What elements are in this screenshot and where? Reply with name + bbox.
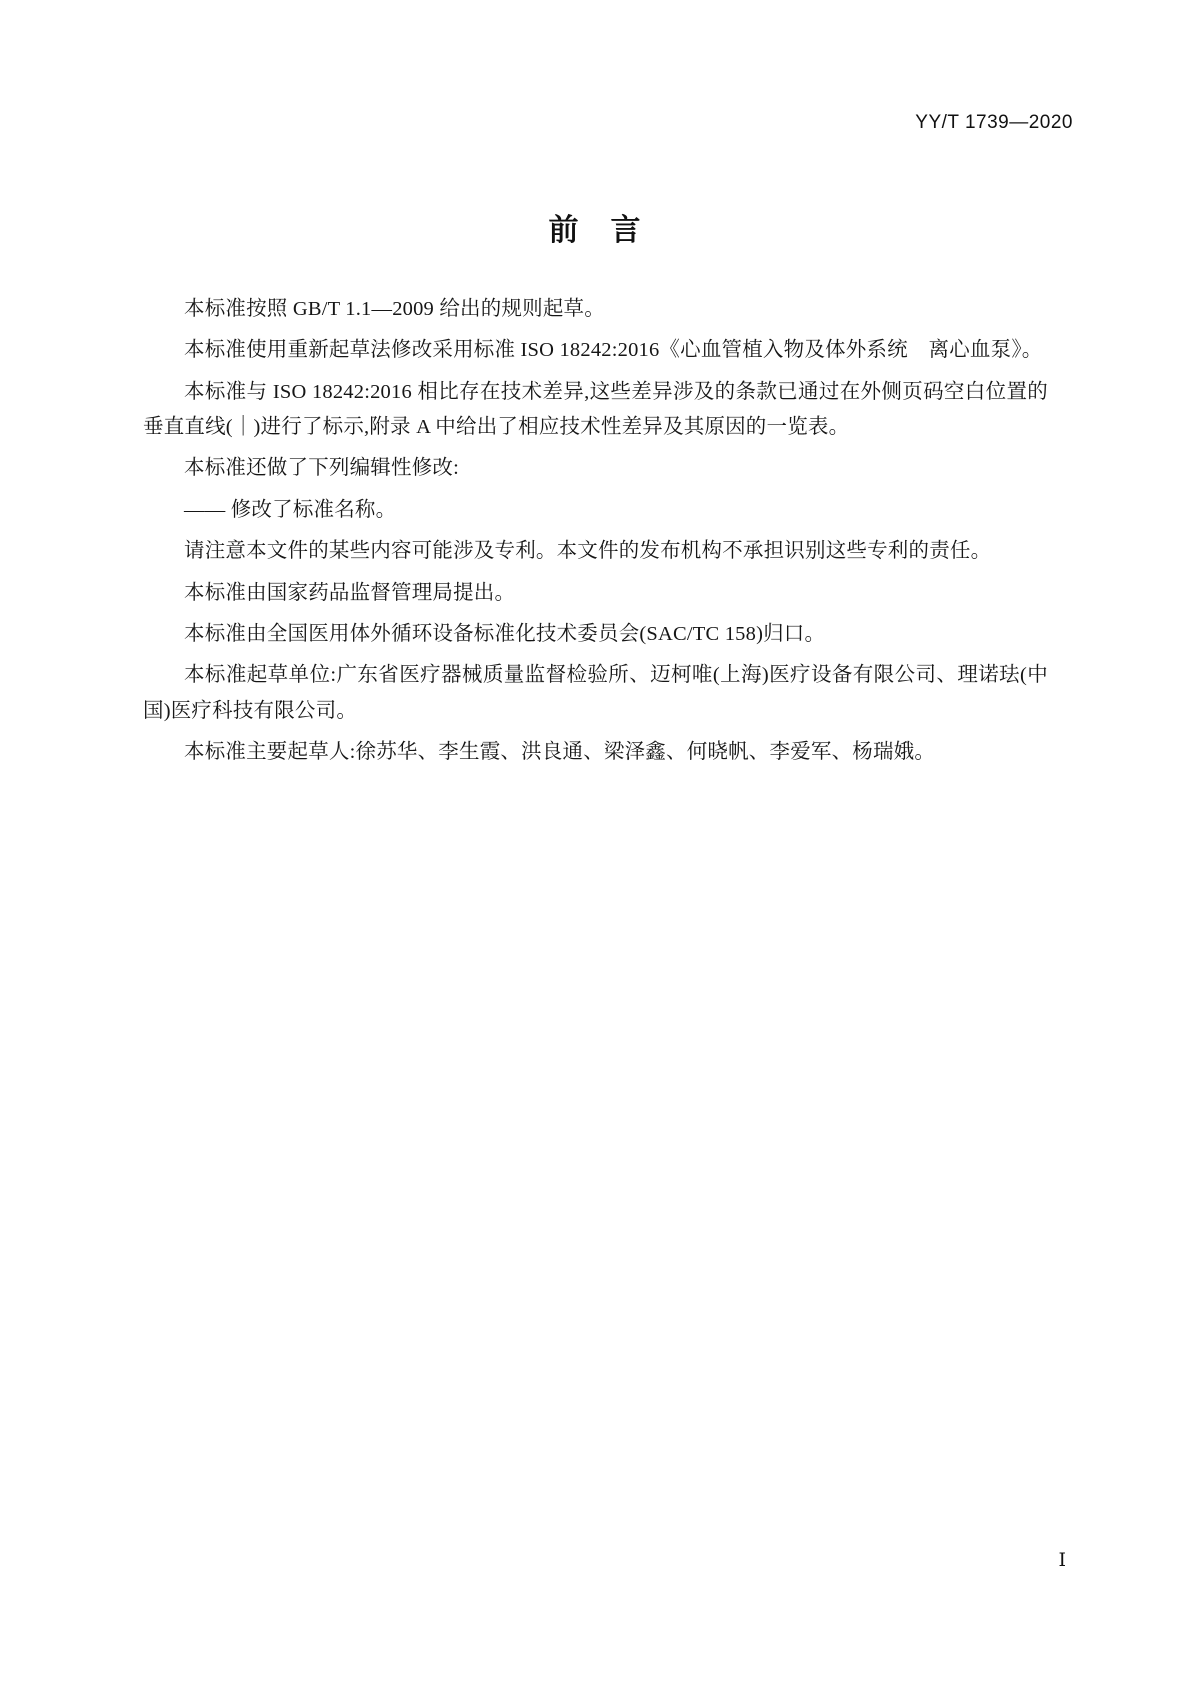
page-number: Ⅰ xyxy=(1058,1550,1066,1571)
header-standard-code: YY/T 1739—2020 xyxy=(915,112,1073,133)
page-title-char-2: 言 xyxy=(610,213,643,248)
foreword-paragraph: 本标准按照 GB/T 1.1—2009 给出的规则起草。 xyxy=(184,298,605,320)
foreword-paragraph: 本标准主要起草人:徐苏华、李生霞、洪良通、梁泽鑫、何晓帆、李爱军、杨瑞娥。 xyxy=(184,741,936,764)
page-title-char-1: 前 xyxy=(548,213,581,248)
foreword-paragraph: 本标准与 ISO 18242:2016 相比存在技术差异,这些差异涉及的条款已通过在外侧页码空白位置的垂直直线(｜)进行了标示,附录 A 中给出了相应技术性差异及其原因的一览表。 xyxy=(143,380,1048,439)
foreword-paragraph: 本标准由国家药品监督管理局提出。 xyxy=(184,581,516,604)
foreword-paragraph: 本标准使用重新起草法修改采用标准 ISO 18242:2016《心血管植入物及体外系统 离心血泵》。 xyxy=(184,339,1043,362)
foreword-paragraph: 本标准还做了下列编辑性修改: xyxy=(184,457,459,480)
foreword-paragraph: 请注意本文件的某些内容可能涉及专利。本文件的发布机构不承担识别这些专利的责任。 xyxy=(184,540,992,563)
foreword-list-item: —— 修改了标准名称。 xyxy=(184,498,397,521)
page-title xyxy=(0,205,1191,249)
foreword-body xyxy=(143,292,1048,776)
foreword-paragraph: 本标准起草单位:广东省医疗器械质量监督检验所、迈柯唯(上海)医疗设备有限公司、理诺珐(中国)医疗科技有限公司。 xyxy=(143,664,1048,722)
foreword-paragraph: 本标准由全国医用体外循环设备标准化技术委员会(SAC/TC 158)归口。 xyxy=(184,622,826,645)
